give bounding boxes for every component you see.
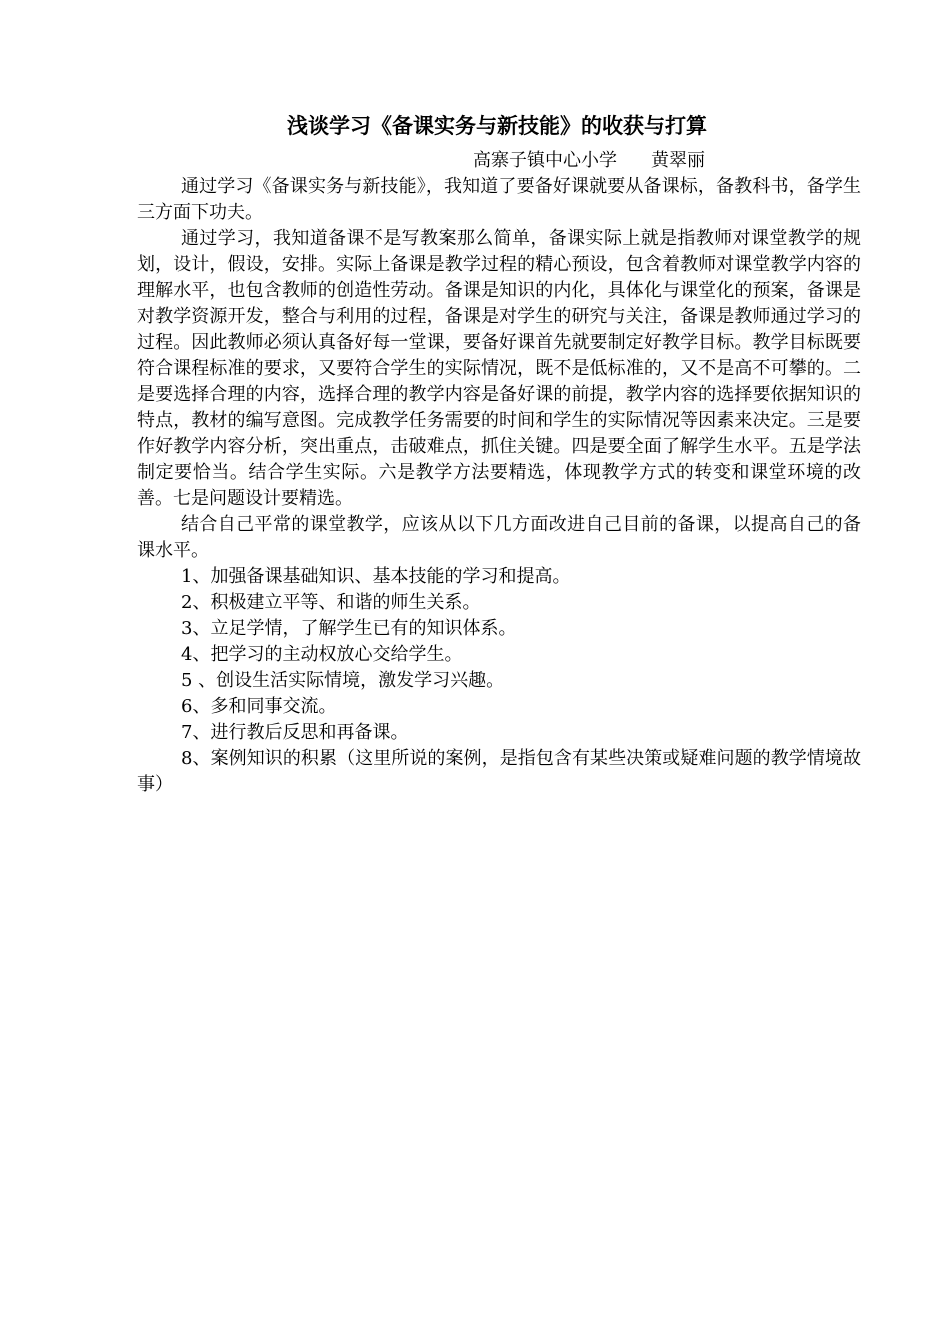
paragraph-intro: 通过学习《备课实务与新技能》，我知道了要备好课就要从备课标，备教科书，备学生三方面下功夫。 <box>137 176 861 223</box>
list-item: 2、积极建立平等、和谐的师生关系。 <box>181 592 481 613</box>
list-item: 4、把学习的主动权放心交给学生。 <box>181 644 463 665</box>
list-item: 3、立足学情，了解学生已有的知识体系。 <box>181 618 517 639</box>
paragraph-main: 通过学习，我知道备课不是写教案那么简单，备课实际上就是指教师对课堂教学的规划，设计，假设，安排。实际上备课是教学过程的精心预设，包含着教师对课堂教学内容的理解水平，也包含教师的创造性劳动。备课是知识的内化，具体化与课堂化的预案，备课是对教学资源开发，整合与利用的过程，备课是对学生的研究与关注，备课是教师通过学习的过程。因此教师必须认真备好每一堂课，要备好课首先就要制定好教学目标。教学目标既要符合课程标准的要求，又要符合学生的实际情况，既不是低标准的，又不是高不可攀的。二是要选择合理的内容，选择合理的教学内容是备好课的前提，教学内容的选择要依据知识的特点，教材的编写意图。完成教学任务需要的时间和学生的实际情况等因素来决定。三是要作好教学内容分析，突出重点，击破难点，抓住关键。四是要全面了解学生水平。五是学法制定要恰当。结合学生实际。六是教学方法要精选，体现教学方式的转变和课堂环境的改善。七是问题设计要精选。 <box>137 228 861 509</box>
list-item: 7、进行教后反思和再备课。 <box>181 722 409 743</box>
list-item: 6、多和同事交流。 <box>181 696 337 717</box>
list-item: 5 、创设生活实际情境，激发学习兴趣。 <box>181 670 505 691</box>
author-name: 黄翠丽 <box>651 150 705 171</box>
school-name: 高寨子镇中心小学 <box>473 150 617 171</box>
document-title: 浅谈学习《备课实务与新技能》的收获与打算 <box>287 114 707 138</box>
list-item: 8、案例知识的积累（这里所说的案例，是指包含有某些决策或疑难问题的教学情境故事） <box>137 748 861 795</box>
document-body <box>137 174 861 798</box>
list-item: 1、加强备课基础知识、基本技能的学习和提高。 <box>181 566 571 587</box>
paragraph-plan: 结合自己平常的课堂教学，应该从以下几方面改进自己目前的备课，以提高自己的备课水平。 <box>137 514 861 561</box>
byline <box>473 148 705 174</box>
